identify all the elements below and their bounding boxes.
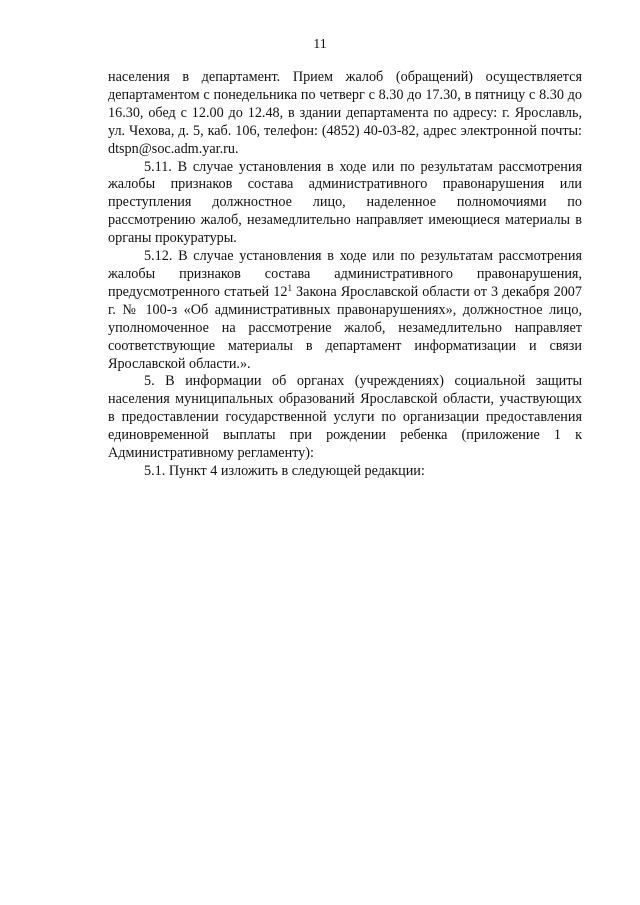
- paragraph-5-12-text-before: 5.12. В случае установления в ходе или по результатам рассмотрения жалобы признаков состава административного правонарушения, предусмотренного статьей 12: [108, 248, 582, 300]
- paragraph-5-12-text-after: Закона Ярославской области от 3 декабря 2007 г. № 100-з «Об административных правонарушениях», должностное лицо, уполномоченное на рассмотрение жалоб, незамедлительно направляет соответствующие материалы в департамент информатизации и связи Ярославской области.».: [108, 283, 582, 372]
- paragraph-item-5-1: 5.1. Пункт 4 изложить в следующей редакции:: [144, 462, 425, 479]
- paragraph-item-5: 5. В информации об органах (учреждениях) социальной защиты населения муниципальных образований Ярославской области, участвующих в предоставлении государственной услуги по организации предоставления единовременной выплаты при рождении ребенка (приложение 1 к Административному регламенту):: [108, 373, 582, 462]
- paragraph-5-11: 5.11. В случае установления в ходе или по результатам рассмотрения жалобы признаков состава административного правонарушения или преступления должностное лицо, наделенное полномочиями по рассмотрению жалоб, незамедлительно направляет имеющиеся материалы в органы прокуратуры.: [108, 158, 582, 247]
- page-number: 11: [313, 37, 327, 52]
- article-superscript: 1: [287, 282, 292, 293]
- paragraph-reception-schedule: населения в департамент. Прием жалоб (обращений) осуществляется департаментом с понедельника по четверг с 8.30 до 17.30, в пятницу с 8.30 до 16.30, обед с 12.00 до 12.48, в здании департамента по адресу: г. Ярославль, ул. Чехова, д. 5, каб. 106, телефон: (4852) 40-03-82, адрес электронной почты: dtspn@soc.adm.yar.ru.: [108, 69, 582, 157]
- document-body: [108, 69, 582, 481]
- paragraph-5-12: [108, 248, 582, 373]
